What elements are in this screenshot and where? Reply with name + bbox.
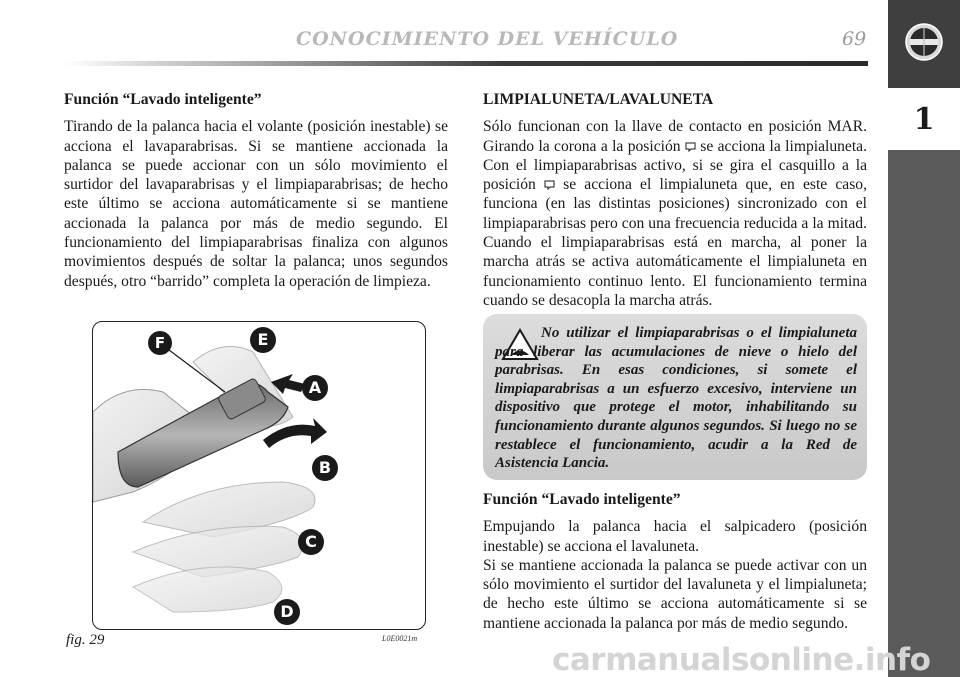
right-column xyxy=(483,90,867,310)
page-header-title: CONOCIMIENTO DEL VEHÍCULO xyxy=(296,28,679,50)
lancia-logo-icon xyxy=(904,22,944,62)
label-d-marker xyxy=(273,598,301,626)
figure-code: L0E0021m xyxy=(382,634,418,643)
label-e-marker xyxy=(249,326,277,354)
section-heading-smart-wash: Función “Lavado inteligente” xyxy=(64,91,262,108)
section-heading-smart-wash-rear: Función “Lavado inteligente” xyxy=(483,491,681,508)
label-c-marker xyxy=(297,528,325,556)
right-column-lower xyxy=(483,490,867,633)
smart-wash-paragraph: Tirando de la palanca hacia el volante (posición inestable) se acciona el lavaparabrisas. Si se mantiene accionada la palanca se puede accionar con un sólo movimiento el surtidor del lavaparabrisas y el limpiaparabrisas; de hecho este último se acciona automáticamente si se mantiene accionada la palanca por más de medio segundo. El funcionamiento del limpiaparabrisas finaliza con algunos movimientos después de soltar la palanca; unos segundos después, otro “barrido” completa la operación de limpieza. xyxy=(64,118,448,290)
label-f: F xyxy=(154,334,166,352)
stalk-figure xyxy=(92,321,426,630)
chapter-number: 1 xyxy=(913,101,935,137)
label-a: A xyxy=(308,378,322,397)
watermark: carmanualsonline.info xyxy=(552,642,931,677)
rear-wiper-paragraph xyxy=(483,117,867,310)
chapter-tab[interactable] xyxy=(888,88,960,150)
warning-text: No utilizar el limpiaparabrisas o el limpialuneta para liberar las acumulaciones de nieve o hielo del parabrisas. En esas condiciones, si somete el limpiaparabrisas a un esfuerzo excesivo, interviene un dispositivo que protege el motor, inhabilitando su funcionamiento durante algunos segundos. Si luego no se restablece el funcionamiento, acudir a la Red de Asistencia Lancia. xyxy=(495,325,857,472)
label-a-marker xyxy=(301,374,329,402)
label-b-marker xyxy=(311,454,339,482)
section-heading-rear-wiper: LIMPIALUNETA/LAVALUNETA xyxy=(483,91,714,108)
logo-box xyxy=(888,0,960,88)
left-column xyxy=(64,90,448,291)
page-number: 69 xyxy=(842,28,867,50)
label-e: E xyxy=(257,330,269,349)
header-rule xyxy=(64,61,868,66)
figure-caption: fig. 29 xyxy=(66,632,105,648)
rear-wiper-icon xyxy=(685,142,696,152)
warning-box xyxy=(483,314,867,480)
label-c: C xyxy=(305,532,317,551)
smart-wash-rear-paragraph-2: Si se mantiene accionada la palanca se puede activar con un sólo movimiento el surtidor del lavaluneta y el limpialuneta; de hecho este último se acciona automáticamente si se mantiene accionada la palanca por más de medio segundo. xyxy=(483,556,867,632)
rear-wiper-icon xyxy=(544,180,555,190)
rear-wiper-text-1: Sólo funcionan con la llave de contacto en posición MAR. Girando la corona a la posición xyxy=(483,118,867,155)
rear-wiper-text-2: se acciona la limpialuneta. Con el limpiaparabrisas activo, si se gira el casquillo a la posición xyxy=(483,137,868,194)
rear-wiper-text-3: se acciona el limpialuneta que, en este caso, funciona (en las distintas posiciones) sincronizado con el limpiaparabrisas pero con una frecuencia reducida a la mitad. Cuando el limpiaparabrisas está en marcha, al poner la marcha atrás se activa automáticamente el limpialuneta en funcionamiento continuo lento. El funcionamiento termina cuando se desacopla la marcha atrás. xyxy=(483,176,867,309)
smart-wash-rear-paragraph-1: Empujando la palanca hacia el salpicadero (posición inestable) se acciona el lavaluneta. xyxy=(483,518,867,555)
label-f-marker xyxy=(147,330,173,356)
label-d: D xyxy=(280,602,294,621)
label-b: B xyxy=(318,458,332,477)
chapter-sidebar xyxy=(888,0,960,677)
stalk-illustration xyxy=(93,322,426,630)
